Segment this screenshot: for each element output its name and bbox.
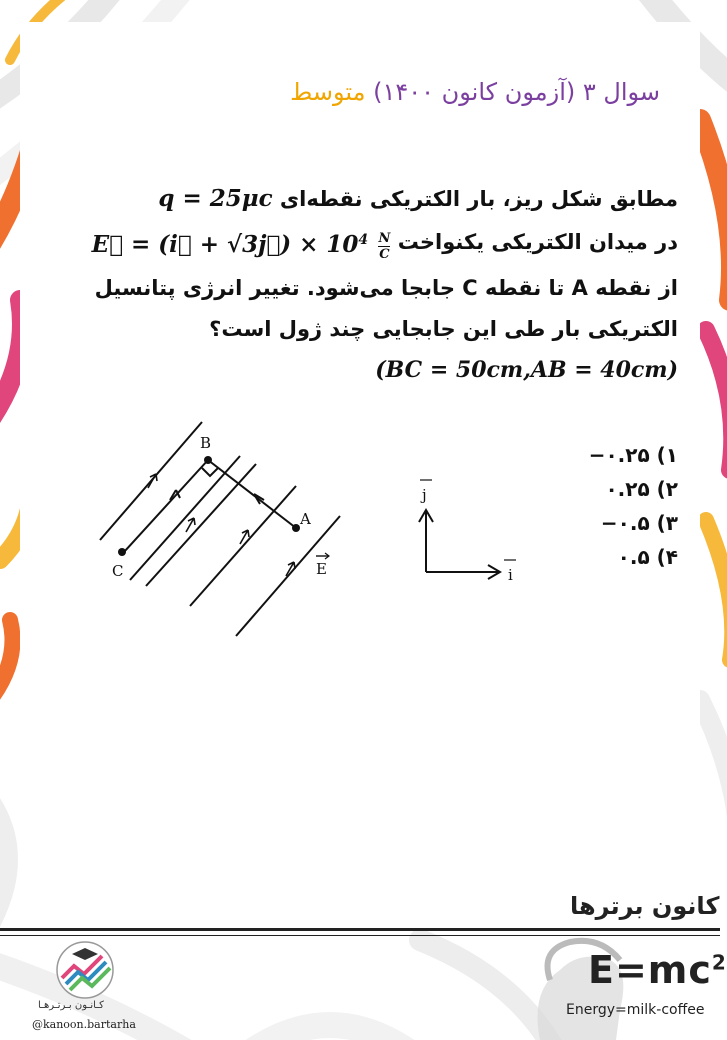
field-line [190, 486, 296, 606]
label-i: i [508, 566, 513, 584]
title-level: متوسط [290, 78, 366, 106]
question-text [78, 178, 678, 391]
point-b [204, 456, 212, 464]
emc-text: E=mc [588, 948, 712, 992]
label-c: C [112, 562, 124, 580]
kanoon-title: کانون برترها [570, 892, 720, 920]
field-equation-main: E⃗ = (i⃗ + √3j⃗) × 10 [91, 231, 359, 258]
field-exponent: 4 [358, 232, 369, 248]
field-line [130, 456, 240, 580]
field-lines [100, 422, 340, 636]
unit-numerator: N [378, 230, 391, 246]
field-diagram [90, 420, 360, 650]
question-line-5 [78, 350, 678, 391]
unit-denominator: C [379, 246, 390, 262]
label-e: E [316, 560, 327, 578]
answer-options [589, 438, 678, 574]
field-unit-fraction [378, 231, 390, 262]
label-b: B [200, 434, 212, 452]
displacement-path [124, 460, 296, 552]
point-a [292, 524, 300, 532]
segment-ab [208, 460, 296, 528]
label-j: j [422, 486, 427, 504]
social-handle: @kanoon.bartarha [32, 1018, 136, 1031]
option-2[interactable]: ۲) ۰.۲۵ [605, 477, 678, 501]
charge-value: q = 25μc [158, 185, 273, 212]
distances-given: (BC = 50cm,AB = 40cm) [375, 357, 678, 383]
title-prefix: سوال ۳ (آزمون کانون ۱۴۰۰) [373, 78, 660, 106]
question-line-2-text: در میدان الکتریکی یکنواخت [397, 230, 678, 254]
right-angle-marker [202, 468, 218, 476]
option-1[interactable]: ۱) ۰.۲۵− [588, 443, 678, 467]
label-a: A [300, 510, 311, 528]
question-line-4: الکتریکی بار طی این جابجایی چند ژول است؟ [209, 317, 678, 341]
brand-name: کـانـون بـرتـرهـا [38, 1000, 104, 1011]
question-line-2 [78, 220, 678, 266]
point-c [118, 548, 126, 556]
field-line [146, 464, 256, 586]
axes-diagram [400, 460, 530, 590]
question-line-3: از نقطه A تا نقطه C جابجا می‌شود. تغییر انرژی پتانسیل [94, 276, 678, 300]
emc-exponent: 2 [711, 950, 727, 975]
question-line-1-text: مطابق شکل ریز، بار الکتریکی نقطه‌ای [279, 187, 678, 211]
energy-slogan: Energy=milk-coffee [566, 1002, 705, 1018]
emc-formula [588, 948, 727, 992]
field-equation [92, 220, 391, 266]
option-3[interactable]: ۳) ۰.۵− [600, 511, 678, 535]
question-title [290, 78, 660, 106]
question-line-1 [78, 178, 678, 220]
option-4[interactable]: ۴) ۰.۵ [617, 545, 678, 569]
